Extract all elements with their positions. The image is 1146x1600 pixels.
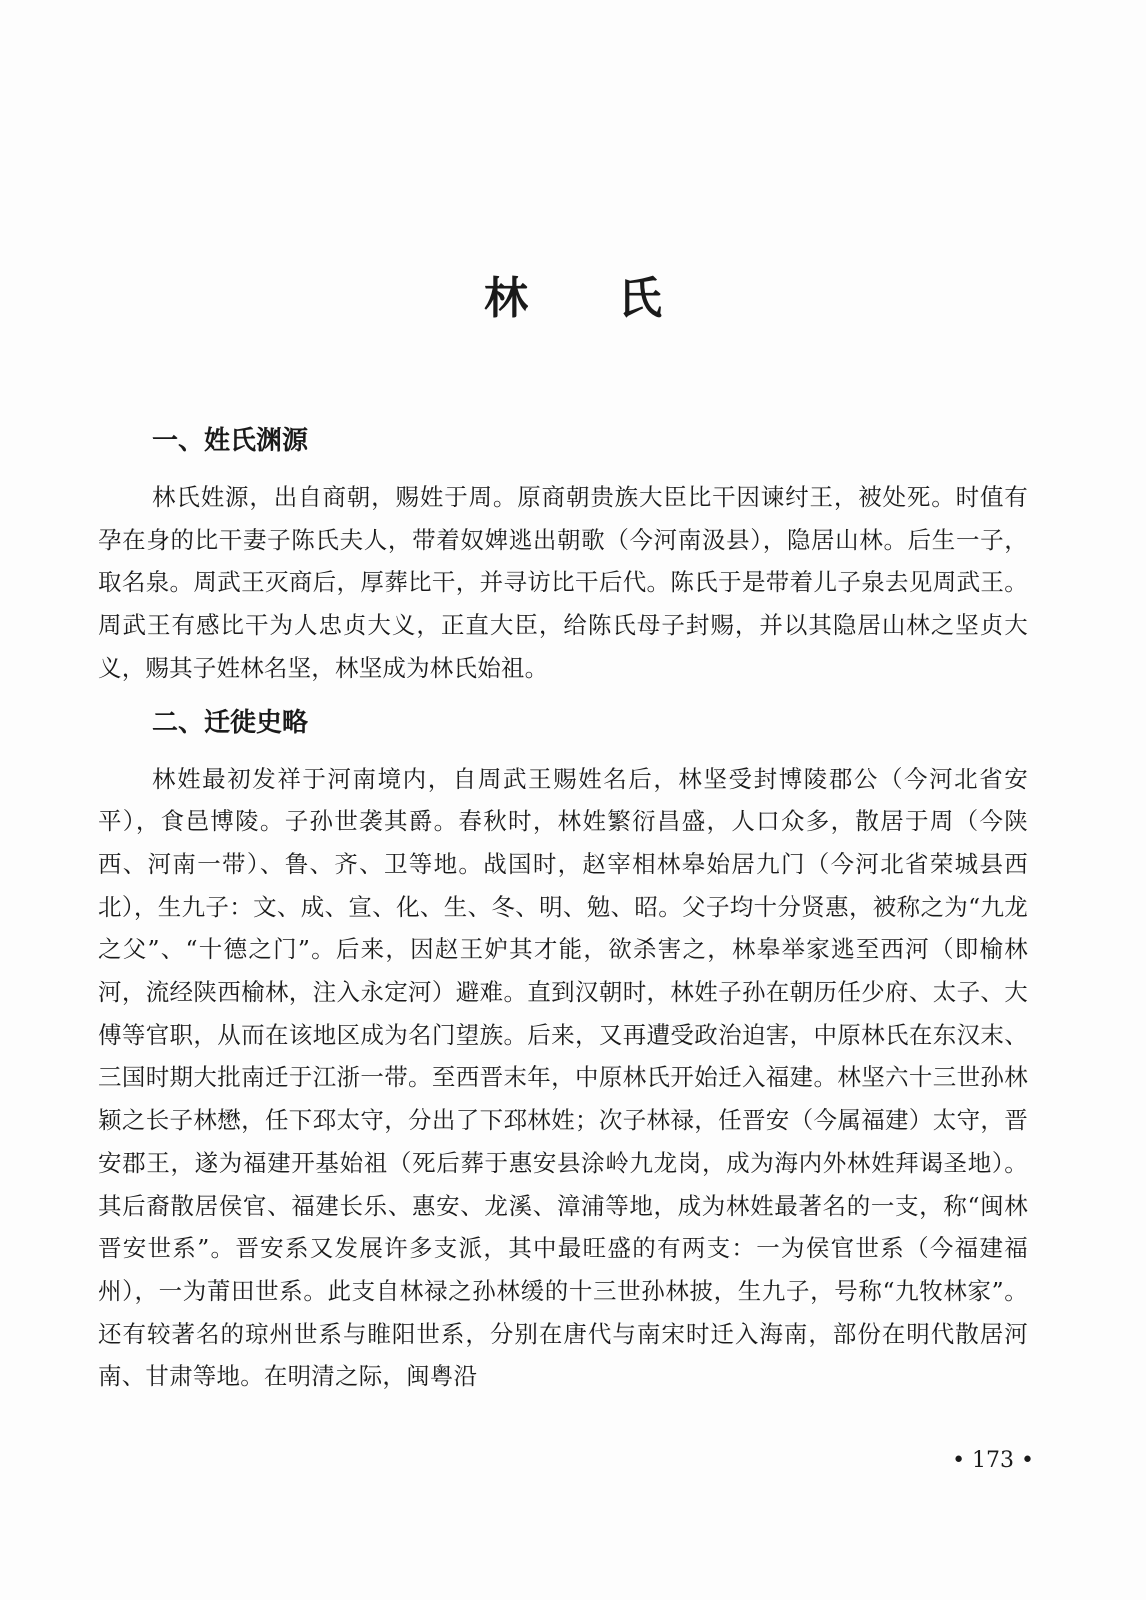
- section-heading-migration: 二、迁徙史略: [152, 707, 309, 738]
- paragraph-origin: 林氏姓源，出自商朝，赐姓于周。原商朝贵族大臣比干因谏纣王，被处死。时值有孕在身的比干妻子陈氏夫人，带着奴婢逃出朝歌（今河南汲县），隐居山林。后生一子，取名泉。周武王灭商后，厚葬比干，并寻访比干后代。陈氏于是带着儿子泉去见周武王。周武王有感比干为人忠贞大义，正直大臣，给陈氏母子封赐，并以其隐居山林之坚贞大义，赐其子姓林名坚，林坚成为林氏始祖。: [98, 483, 1028, 682]
- title-char-2: 氏: [618, 273, 662, 324]
- section-heading-origin: 一、姓氏渊源: [152, 426, 309, 456]
- title-char-1: 林: [484, 273, 528, 324]
- body-text: [98, 420, 1028, 1398]
- paragraph-migration: 林姓最初发祥于河南境内，自周武王赐姓名后，林坚受封博陵郡公（今河北省安平），食邑博陵。子孙世袭其爵。春秋时，林姓繁衍昌盛，人口众多，散居于周（今陕西、河南一带）、鲁、齐、卫等地。战国时，赵宰相林皋始居九门（今河北省荣城县西北），生九子：文、成、宣、化、生、冬、明、勉、昭。父子均十分贤惠，被称之为“九龙之父”、“十德之门”。后来，因赵王妒其才能，欲杀害之，林皋举家逃至西河（即榆林河，流经陕西榆林，注入永定河）避难。直到汉朝时，林姓子孙在朝历任少府、太子、大傅等官职，从而在该地区成为名门望族。后来，又再遭受政治迫害，中原林氏在东汉末、三国时期大批南迁于江浙一带。至西晋末年，中原林氏开始迁入福建。林坚六十三世孙林颖之长子林懋，任下邳太守，分出了下邳林姓；次子林禄，任晋安（今属福建）太守，晋安郡王，遂为福建开基始祖（死后葬于惠安县涂岭九龙岗，成为海内外林姓拜谒圣地）。其后裔散居侯官、福建长乐、惠安、龙溪、漳浦等地，成为林姓最著名的一支，称“闽林晋安世系”。晋安系又发展许多支派，其中最旺盛的有两支：一为侯官世系（今福建福州），一为莆田世系。此支自林禄之孙林缓的十三世孙林披，生九子，号称“九牧林家”。还有较著名的琼州世系与睢阳世系，分别在唐代与南宋时迁入海南，部份在明代散居河南、甘肃等地。在明清之际，闽粤沿: [98, 764, 1028, 1391]
- page-title: [0, 262, 1146, 326]
- page-number: • 173 •: [952, 1448, 1034, 1473]
